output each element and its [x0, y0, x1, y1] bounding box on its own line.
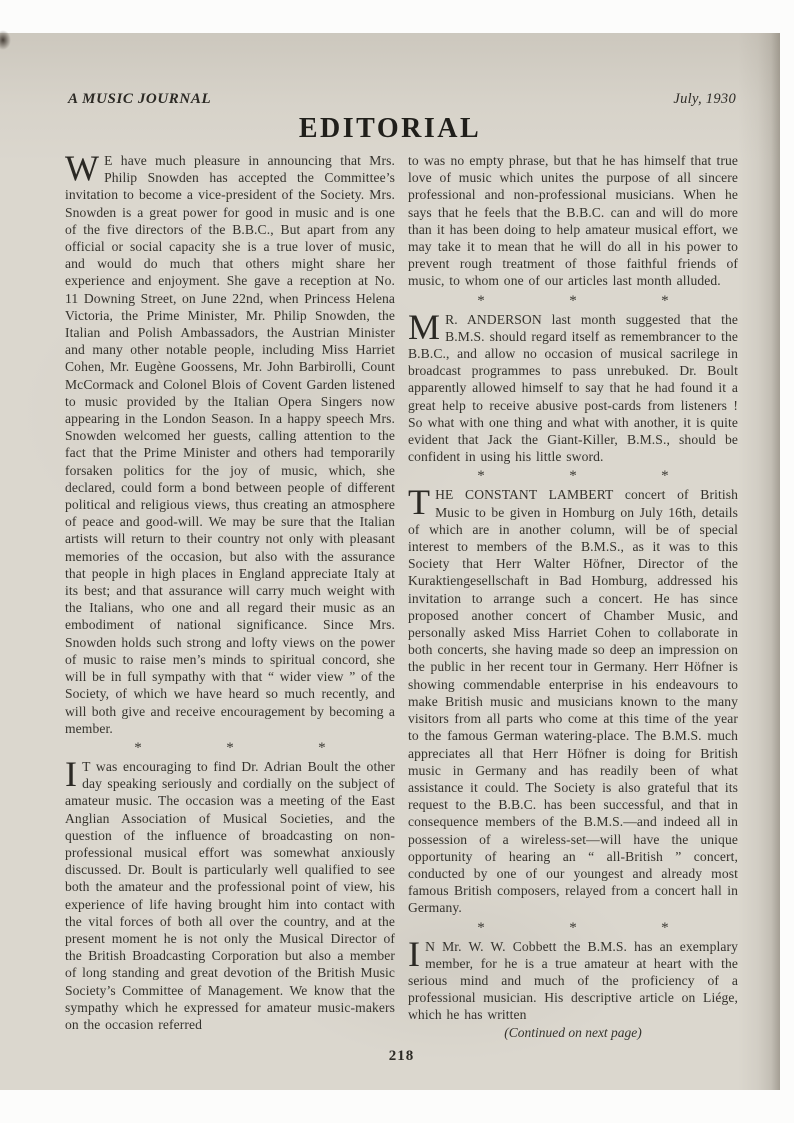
right-column — [408, 152, 738, 1041]
editorial-paragraph: W E have much pleasure in announcing that Mrs. Philip Snowden has accepted the Committee’s invitation to become a vice-president of the Society. Mrs. Snowden is a great power for good in music and is one of the five directors of the B.B.C., But apart from any official or social capacity she is a true lover of music, and would do much that others might share her experience and enjoyment. She gave a reception at No. 11 Downing Street, on June 22nd, when Princess Helena Victoria, the Prime Minister, Mr. Philip Snowden, the Italian and Polish Ambassadors, the Austrian Minister and many other notable people, including Miss Harriet Cohen, Mr. Eugène Goossens, Mr. John Barbirolli, Count McCormack and Colonel Blois of Covent Garden listened to music provided by the Italian Opera Singers now appearing in the London Season. In a happy speech Mrs. Snowden welcomed her guests, calling attention to the fact that the Prime Minister and others had temporarily forsaken politics for the joy of music, which, she declared, could form a bond between people of different political and religious views, thus creating an atmosphere of peace and good-will. We may be sure that the Italian artists will return to their country not only with pleasant memories of the occasion, but also with the assurance that people in high places in England appreciate Italy at its best; and that assurance will carry much weight with the Italians, who one and all regard their music as an embodiment of national significance. Since Mrs. Snowden holds such strong and lofty views on the power of music to raise men’s minds to spiritual concord, she will be in full sympathy with that “ wider view ” of the Society, of which we have heard so much recently, and will both give and receive encouragement by becoming a member. — [65, 148, 395, 736]
magazine-page-scan — [0, 33, 780, 1090]
asterisk-icon: * — [661, 292, 669, 309]
asterisk-separator — [134, 740, 325, 756]
asterisk-icon: * — [569, 919, 577, 936]
issue-date: July, 1930 — [673, 91, 736, 107]
page-title: EDITORIAL — [298, 113, 482, 144]
journal-title: A MUSIC JOURNAL — [68, 91, 212, 107]
drop-cap: T — [408, 482, 431, 523]
asterisk-icon: * — [318, 739, 326, 756]
drop-cap: W — [65, 148, 100, 188]
asterisk-separator — [477, 920, 668, 936]
editorial-paragraph: to was no empty phrase, but that he has himself that true love of music which unites the purpose of all sincere professional and non-professional musicians. When he says that he feels that the B.B.C. can and will do more than it has been doing to help amateur musical effort, we may take it to mean that he will do all in his power to prevent rough treatment of those faithful friends of music, to whom one of our articles last month alluded. — [408, 153, 738, 289]
continuation-note: (Continued on next page) — [504, 1024, 642, 1040]
drop-cap: I — [408, 933, 421, 974]
asterisk-icon: * — [569, 468, 577, 485]
editorial-paragraph: I T was encouraging to find Dr. Adrian Boult the other day speaking seriously and cordially on the subject of amateur music. The occasion was a meeting of the East Anglian Association of Musical Societies, and the question of the influence of broadcasting on non-professional musical effort was somewhat anxiously discussed. Dr. Boult is particularly well qualified to see both the amateur and the professional point of view, his experience of life having brought him into contact with the vital forces of both all over the country, and at the present moment he is not only the Musical Director of the British Broadcasting Corporation but also a member of long standing and great devotion of the British Music Society’s Committee of Management. We know that the sympathy which he expressed for amateur music-makers on the occasion referred — [65, 753, 395, 1032]
editorial-paragraph: I N Mr. W. W. Cobbett the B.M.S. has an exemplary member, for he is a true amateur at heart with the serious mind and much of the proficiency of a professional musician. His descriptive article on Liége, which he has written — [408, 933, 738, 1023]
page-number: 218 — [388, 1047, 415, 1064]
page-header — [0, 91, 780, 108]
asterisk-separator — [477, 468, 668, 484]
editorial-paragraph: THE CONSTANT LAMBERT concert of British Music to be given in Homburg on July 16th, details of which are in another column, will be of special interest to members of the B.M.S., as it was to this Society that Herr Walter Höfner, Director of the Kuraktiengesellschaft in Bad Homburg, addressed his invitation to arrange such a concert. He has since proposed another concert of Chamber Music, and personally asked Miss Harriet Cohen to collaborate in both concerts, she having made so deep an impression on the public in her recent tour in Germany. Herr Höfner is showing commendable enterprise in his endeavours to make British music and musicians known to the many visitors from all parts who come at this time of the year to the famous German watering-place. The B.M.S. much appreciates all that Herr Höfner is doing for British music in Germany and has readily been of what assistance it could. The Society is also grateful that its request to the B.B.C. has been successful, and that in consequence members of the B.M.S.—and indeed all in possession of a wireless-set—will have the unique opportunity of hearing an “ all-British ” concert, conducted by one of our youngest and already most famous British composers, relayed from a concert hall in Germany. — [408, 482, 738, 916]
asterisk-icon: * — [661, 468, 669, 485]
asterisk-icon: * — [661, 919, 669, 936]
drop-cap: I — [65, 753, 78, 794]
asterisk-separator — [477, 293, 668, 309]
asterisk-icon: * — [477, 292, 485, 309]
editorial-paragraph: M R. ANDERSON last month suggested that the B.M.S. should regard itself as remembrancer to the B.B.C., and allow no occasion of musical sacrilege in broadcast programmes to pass unrebuked. Dr. Boult apparently allowed himself to say that he had found it a great help to receive abusive post-cards from listeners ! So what with one thing and what with another, it is quite evident that Jack the Giant-Killer, B.M.S., should be confident in using his little sword. — [408, 306, 738, 465]
left-column — [65, 148, 395, 1041]
asterisk-icon: * — [569, 292, 577, 309]
text-columns — [0, 148, 780, 1041]
asterisk-icon: * — [134, 739, 142, 756]
asterisk-icon: * — [226, 739, 234, 756]
drop-cap: M — [408, 306, 441, 347]
scan-smudge — [0, 30, 11, 50]
asterisk-icon: * — [477, 468, 485, 485]
asterisk-icon: * — [477, 919, 485, 936]
